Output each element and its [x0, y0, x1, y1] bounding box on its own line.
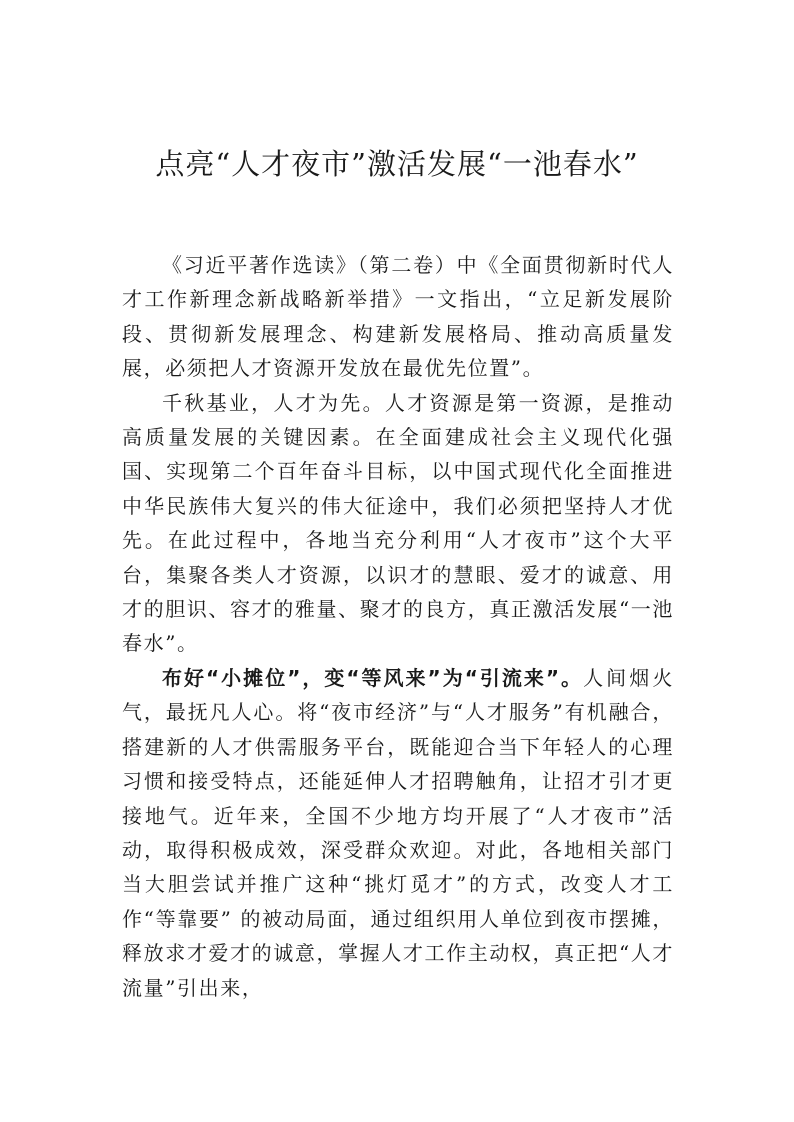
- document-title: 点亮“人才夜市”激活发展“一池春水”: [155, 147, 639, 181]
- document-body: [122, 248, 674, 1005]
- paragraph-1: [122, 248, 674, 386]
- paragraph-1-text: 《习近平著作选读》（第二卷）中《全面贯彻新时代人才工作新理念新战略新举措》一文指出，“立足新发展阶段、贯彻新发展理念、构建新发展格局、推动高质量发展，必须把人才资源开发放在最优先位置”。: [122, 253, 674, 381]
- paragraph-3-lead-heading: 布好“小摊位”，变“等风来”为“引流来”。: [162, 665, 584, 690]
- paragraph-3-text: 人间烟火气，最抚凡人心。将“夜市经济”与“人才服务”有机融合， 搭建新的人才供需服务平台，既能迎合当下年轻人的心理习惯和接受特点，还能延伸人才招聘触角，让招才引才更接地气。近年来，全国不少地方均开展了“人才夜市”活动，取得积极成效，深受群众欢迎。对此，各地相关部门当大胆尝试并推广这种“挑灯觅才”的方式，改变人才工作“等靠要” 的被动局面，通过组织用人单位到夜市摆摊，释放求才爱才的诚意，掌握人才工作主动权，真正把“人才流量”引出来，: [122, 665, 674, 1000]
- paragraph-2: [122, 386, 674, 661]
- paragraph-3: [122, 661, 674, 1005]
- paragraph-2-text: 千秋基业，人才为先。人才资源是第一资源，是推动高质量发展的关键因素。在全面建成社会主义现代化强国、实现第二个百年奋斗目标，以中国式现代化全面推进中华民族伟大复兴的伟大征途中，我们必须把坚持人才优先。在此过程中，各地当充分利用“人才夜市”这个大平台，集聚各类人才资源，以识才的慧眼、爱才的诚意、用才的胆识、容才的雅量、聚才的良方，真正激活发展“一池春水”。: [122, 390, 674, 656]
